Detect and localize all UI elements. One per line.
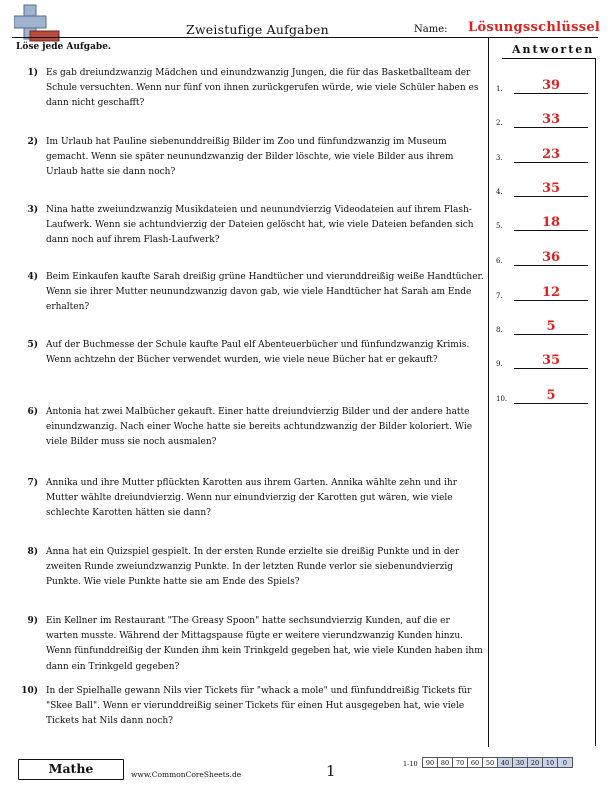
problem-text: Annika und ihre Mutter pflückten Karotten aus ihrem Garten. Annika wählte zehn und ihr Mutter wählte dreiundvierzig. Wenn nur einundvierzig der Karotten gut wären, wie viele schlechte Karotten hätten sie dann? bbox=[46, 478, 458, 519]
answer-line bbox=[514, 127, 588, 128]
answer-row bbox=[496, 74, 594, 94]
answer-value: 5 bbox=[546, 388, 556, 403]
problem-number: 9) bbox=[27, 616, 38, 626]
score-cell: 40 bbox=[497, 757, 513, 768]
score-cell: 90 bbox=[422, 757, 438, 768]
score-range-label: 1-10 bbox=[403, 760, 418, 768]
answer-number: 5. bbox=[496, 222, 503, 230]
score-cell: 80 bbox=[437, 757, 453, 768]
problem-number: 2) bbox=[27, 137, 38, 147]
answer-value: 12 bbox=[541, 285, 561, 300]
score-cell: 0 bbox=[557, 757, 573, 768]
answer-number: 9. bbox=[496, 360, 503, 368]
score-cell: 60 bbox=[467, 757, 483, 768]
problem-number: 3) bbox=[27, 205, 38, 215]
answer-value: 35 bbox=[541, 353, 561, 368]
subject-label: Mathe bbox=[48, 761, 94, 776]
answer-value: 39 bbox=[541, 78, 561, 93]
answer-value: 23 bbox=[541, 147, 561, 162]
logo-plus-minus-icon bbox=[14, 4, 60, 44]
score-cell: 30 bbox=[512, 757, 528, 768]
problem-number: 7) bbox=[27, 478, 38, 488]
answer-value: 36 bbox=[541, 250, 561, 265]
score-cell: 20 bbox=[527, 757, 543, 768]
problem-number: 4) bbox=[27, 272, 38, 282]
header-rule bbox=[12, 37, 598, 38]
answer-line bbox=[514, 368, 588, 369]
answers-title-rule bbox=[502, 58, 596, 59]
answer-row bbox=[496, 143, 594, 163]
name-label: Name: bbox=[414, 24, 448, 35]
problem-text: In der Spielhalle gewann Nils vier Tickets für "whack a mole" und fünfunddreißig Tickets für "Skee Ball". Wenn er vierunddreißig seiner Tickets für einen Hut ausgegeben hat, wie viele Tickets hat Nils dann noch? bbox=[46, 686, 472, 727]
answer-line bbox=[514, 300, 588, 301]
answer-line bbox=[514, 230, 588, 231]
name-value: Lösungsschlüssel bbox=[468, 20, 601, 35]
answer-value: 18 bbox=[541, 215, 561, 230]
answer-row bbox=[496, 281, 594, 301]
answer-number: 10. bbox=[496, 395, 508, 403]
problem-text: Auf der Buchmesse der Schule kaufte Paul elf Abenteuerbücher und fünfundzwanzig Krimis. Wenn achtzehn der Bücher verwendet wurden, wie viele neue Bücher hat er gekauft? bbox=[46, 340, 470, 366]
answer-row bbox=[496, 211, 594, 231]
answer-value: 5 bbox=[546, 319, 556, 334]
answer-row bbox=[496, 384, 594, 404]
problem-number: 10) bbox=[21, 686, 38, 696]
answer-number: 6. bbox=[496, 257, 503, 265]
score-cell: 70 bbox=[452, 757, 468, 768]
answer-row bbox=[496, 315, 594, 335]
answer-line bbox=[514, 93, 588, 94]
score-cell: 10 bbox=[542, 757, 558, 768]
score-cell: 50 bbox=[482, 757, 498, 768]
problem-text: Ein Kellner im Restaurant "The Greasy Spoon" hatte sechsundvierzig Kunden, auf die er warten musste. Während der Mittagspause fügte er weitere vierundzwanzig Kunden hinzu. Wenn fünfunddreißig der Kunden ihm kein Trinkgeld gegeben hat, wie viele Kunden haben ihm dann ein Trinkgeld gegeben? bbox=[46, 616, 483, 672]
problem-text: Im Urlaub hat Pauline siebenunddreißig Bilder im Zoo und fünfundzwanzig im Museum gemacht. Wenn sie später neunundzwanzig der Bilder löschte, wie viele Bilder aus ihrem Urlaub hatte sie dann noch? bbox=[46, 137, 454, 178]
answer-row bbox=[496, 349, 594, 369]
problem-text: Es gab dreiundzwanzig Mädchen und einundzwanzig Jungen, die für das Basketballteam der Schule versuchten. Wenn nur fünf von ihnen zurückgerufen würde, wie viele Schüler haben es dann nicht geschafft? bbox=[46, 68, 479, 109]
answer-number: 1. bbox=[496, 85, 503, 93]
problem-text: Beim Einkaufen kaufte Sarah dreißig grüne Handtücher und vierunddreißig weiße Handtücher. Wenn sie ihrer Mutter neunundzwanzig davon gab, wie viele Handtücher hat Sarah am Ende erhalten? bbox=[46, 272, 484, 313]
answer-number: 3. bbox=[496, 154, 503, 162]
worksheet-title: Zweistufige Aufgaben bbox=[186, 22, 329, 37]
problem-number: 1) bbox=[27, 68, 38, 78]
score-table bbox=[423, 757, 573, 768]
answer-number: 4. bbox=[496, 188, 503, 196]
answer-number: 8. bbox=[496, 326, 503, 334]
answer-number: 2. bbox=[496, 119, 503, 127]
problem-text: Nina hatte zweiundzwanzig Musikdateien und neunundvierzig Videodateien auf ihrem Flash-Laufwerk. Wenn sie achtundvierzig der Dateien gelöscht hat, wie viele Dateien befanden sich dann noch auf ihrem Flash-Laufwerk? bbox=[46, 205, 474, 246]
answers-title: Antworten bbox=[512, 43, 595, 56]
page-number: 1 bbox=[326, 762, 336, 780]
problem-text: Anna hat ein Quizspiel gespielt. In der ersten Runde erzielte sie dreißig Punkte und in der zweiten Runde zweiundzwanzig Punkte. In der letzten Runde verlor sie siebenundvierzig Punkte. Wie viele Punkte hatte sie am Ende des Spiels? bbox=[46, 547, 460, 588]
answer-row bbox=[496, 108, 594, 128]
answer-line bbox=[514, 196, 588, 197]
answer-row bbox=[496, 177, 594, 197]
answer-value: 35 bbox=[541, 181, 561, 196]
answer-line bbox=[514, 265, 588, 266]
problem-number: 6) bbox=[27, 407, 38, 417]
answer-row bbox=[496, 246, 594, 266]
answer-number: 7. bbox=[496, 292, 503, 300]
answer-value: 33 bbox=[541, 112, 561, 127]
answer-line bbox=[514, 162, 588, 163]
instructions: Löse jede Aufgabe. bbox=[16, 42, 112, 52]
problem-text: Antonia hat zwei Malbücher gekauft. Einer hatte dreiundvierzig Bilder und der andere hatte einundzwanzig. Nach einer Woche hatte sie bereits achtundzwanzig der Bilder koloriert. Wie viele Bilder muss sie noch ausmalen? bbox=[46, 407, 473, 448]
answer-line bbox=[514, 334, 588, 335]
problem-number: 8) bbox=[27, 547, 38, 557]
footer-url: www.CommonCoreSheets.de bbox=[131, 770, 242, 779]
problem-number: 5) bbox=[27, 340, 38, 350]
answer-line bbox=[514, 403, 588, 404]
